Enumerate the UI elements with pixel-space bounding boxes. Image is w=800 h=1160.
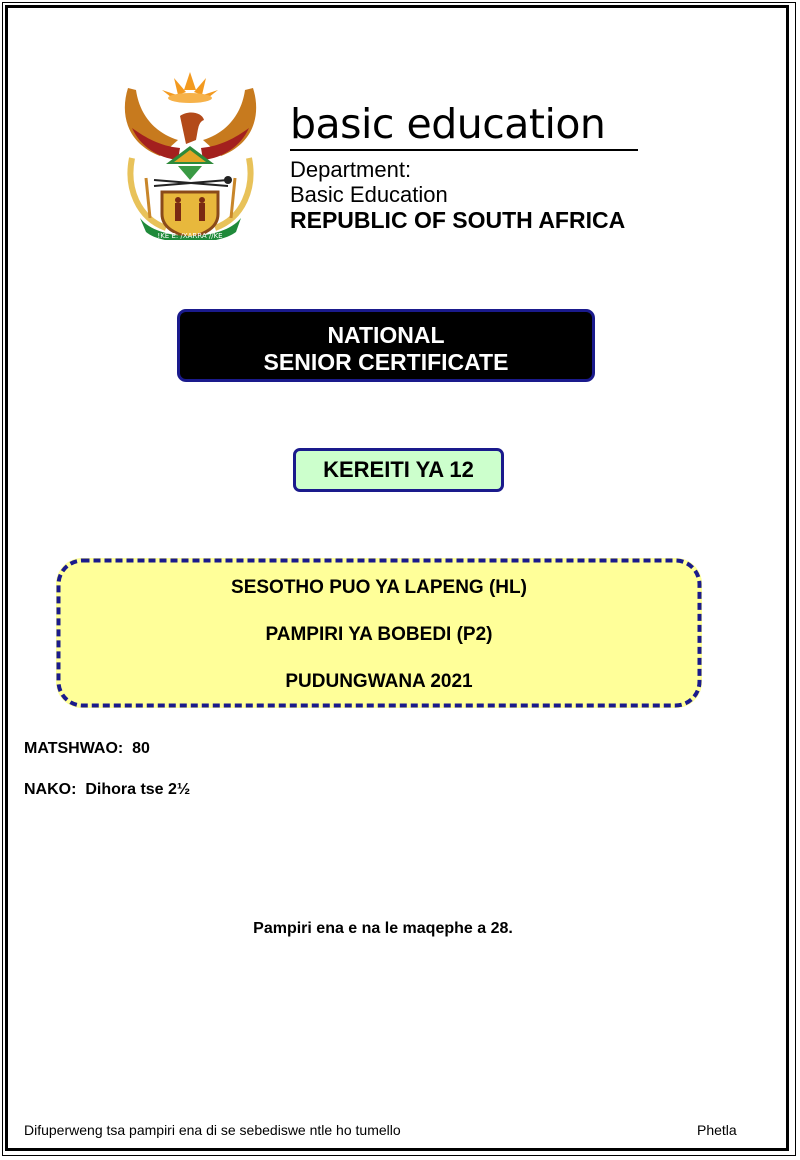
subject-title: SESOTHO PUO YA LAPENG (HL) [231,577,527,598]
country-name: REPUBLIC OF SOUTH AFRICA [290,207,626,233]
time-row [24,781,190,799]
department-label: Department: [290,157,412,182]
brand-divider [290,149,638,151]
time-value: Dihora tse 2½ [85,781,191,798]
coat-of-arms-icon [118,68,263,240]
time-label: NAKO: [24,781,77,798]
grade-badge: KEREITI YA 12 [293,448,504,492]
department-brand [290,100,640,233]
subject-box [56,558,702,708]
department-name: Basic Education [290,182,448,207]
marks-label: MATSHWAO: [24,740,124,757]
certificate-banner [177,309,595,382]
certificate-line-2: SENIOR CERTIFICATE [263,349,509,375]
svg-text:!KE E: /XARRA //KE: !KE E: /XARRA //KE [157,232,223,240]
turn-over-note: Phetla [697,1122,737,1138]
coat-of-arms-logo [118,68,263,240]
paper-number: PAMPIRI YA BOBEDI (P2) [265,624,493,645]
brand-title: basic education [290,100,606,148]
copyright-notice: Difuperweng tsa pampiri ena di se sebediswe ntle ho tumello [24,1122,401,1138]
page-count-note: Pampiri ena e na le maqephe a 28. [253,920,513,937]
exam-session: PUDUNGWANA 2021 [285,671,473,692]
certificate-line-1: NATIONAL [327,322,445,348]
marks-row [24,740,150,758]
marks-value: 80 [132,740,150,757]
